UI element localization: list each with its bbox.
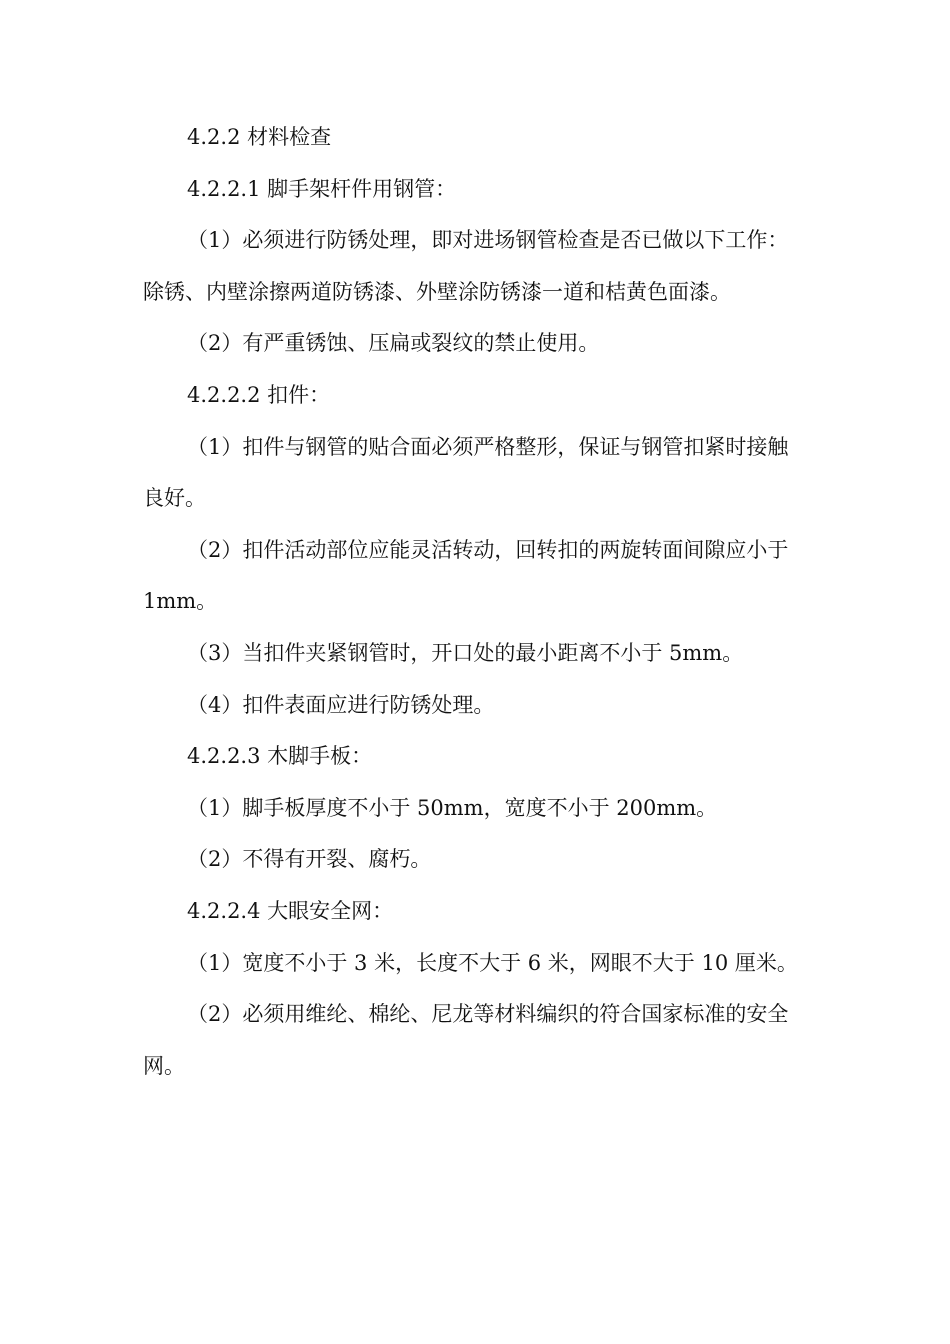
subsection-heading-safety-net: 4.2.2.4 大眼安全网： [187,898,394,923]
subsection-heading-steel-pipe: 4.2.2.1 脚手架杆件用钢管： [187,176,457,201]
paragraph-item: （1）扣件与钢管的贴合面必须严格整形，保证与钢管扣紧时接触良好。 [143,434,789,511]
paragraph-item: （2）不得有开裂、腐朽。 [187,847,432,872]
paragraph-item: （3）当扣件夹紧钢管时，开口处的最小距离不小于 5mm。 [187,640,744,665]
section-heading: 4.2.2 材料检查 [187,125,332,149]
paragraph-item: （2）必须用维纶、棉纶、尼龙等材料编织的符合国家标准的安全网。 [143,1002,789,1078]
paragraph-item: （2）扣件活动部位应能灵活转动，回转扣的两旋转面间隙应小于 1mm。 [143,537,789,614]
paragraph-item: （1）必须进行防锈处理，即对进场钢管检查是否已做以下工作：除锈、内壁涂擦两道防锈漆、外壁涂防锈漆一道和桔黄色面漆。 [143,228,789,304]
paragraph-item: （2）有严重锈蚀、压扁或裂纹的禁止使用。 [187,331,600,356]
document-body [143,112,808,1092]
paragraph-item: （1）脚手板厚度不小于 50mm，宽度不小于 200mm。 [187,795,718,820]
paragraph-item: （1）宽度不小于 3 米，长度不大于 6 米，网眼不大于 10 厘米。 [187,950,798,975]
subsection-heading-wood-board: 4.2.2.3 木脚手板： [187,744,373,769]
paragraph-item: （4）扣件表面应进行防锈处理。 [187,692,495,717]
subsection-heading-fastener: 4.2.2.2 扣件： [187,382,331,407]
